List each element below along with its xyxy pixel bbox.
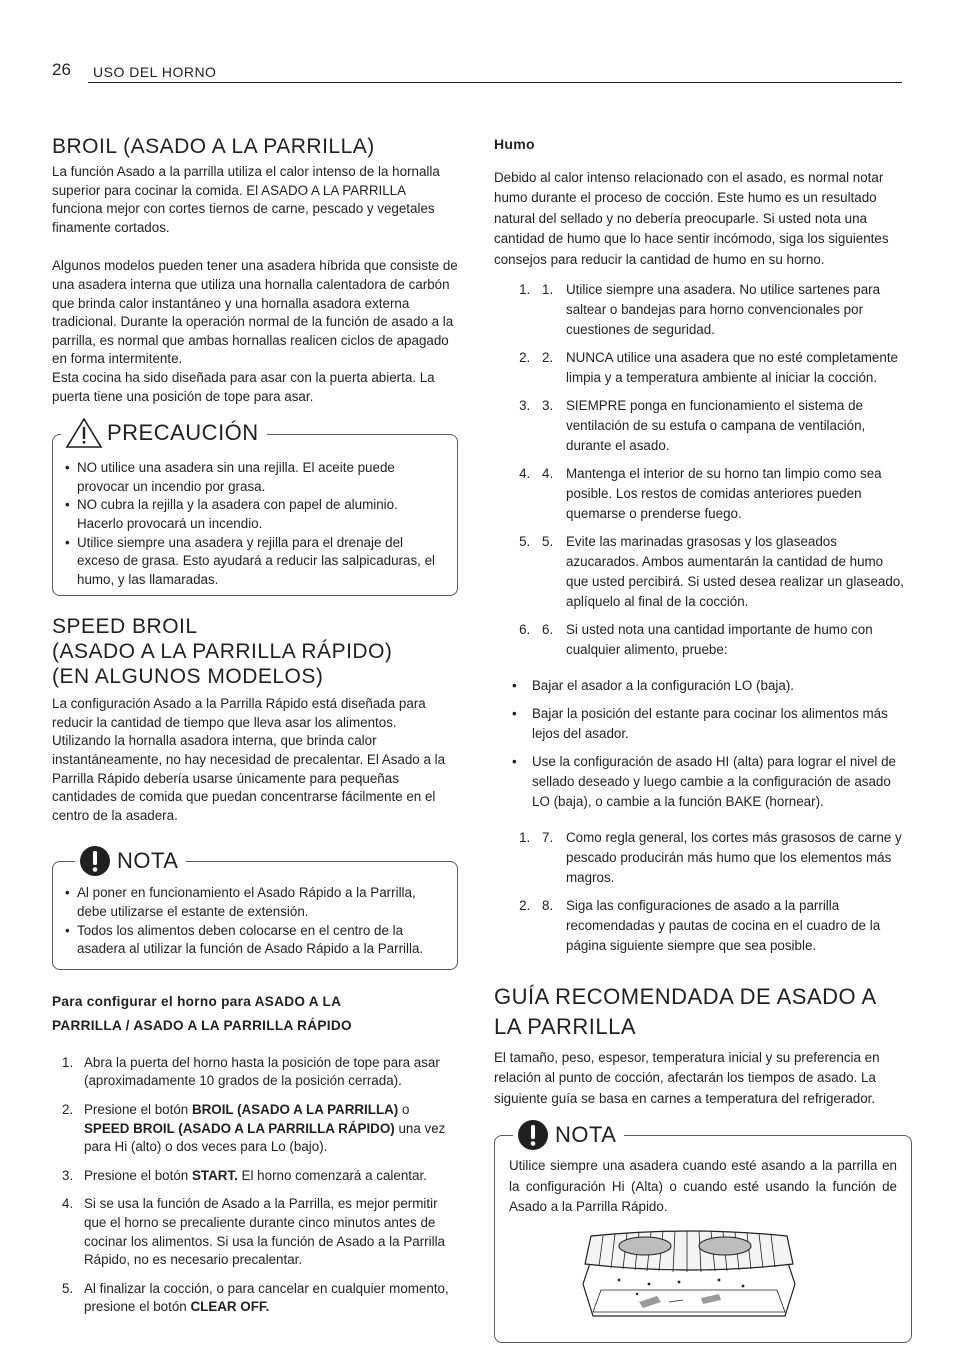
- broil-paragraph-2: Algunos modelos pueden tener una asadera híbrida que consiste de una asadera interna que utiliza una hornalla calentadora de carbón que brinda calor instantáneo y una hornalla asadora externa tradicional. Durante la operación normal de la función de asado a la parrilla, es normal que ambas hornallas realicen ciclos de apagado en forma intermitente.: [52, 258, 458, 367]
- exclamation-circle-icon: [79, 845, 111, 877]
- list-item: • Bajar la posición del estante para cocinar los alimentos más lejos del asador.: [494, 704, 908, 744]
- configure-heading: [52, 990, 458, 1038]
- list-item: 6. 6. Si usted nota una cantidad importante de humo con cualquier alimento, pruebe:: [534, 620, 908, 660]
- smoke-intro: Debido al calor intenso relacionado con el asado, es normal notar humo durante el proceso de cocción. Este humo es un resultado natural del sellado y no debería preocuparle. Si usted nota una cantidad de humo que lo hace sentir incómodo, siga los siguientes consejos para reducir la cantidad de humo en su horno.: [494, 170, 889, 267]
- list-item: • Use la configuración de asado HI (alta) para lograr el nivel de sellado deseado y luego cambie a la configuración de asado LO (baja), o cambie a la función BAKE (hornear).: [494, 752, 908, 812]
- list-item: • Bajar el asador a la configuración LO (baja).: [494, 676, 908, 696]
- list-item: • NO utilice una asadera sin una rejilla. El aceite puede provocar un incendio por grasa.: [63, 459, 447, 496]
- list-item: 5. 5. Evite las marinadas grasosas y los glaseados azucarados. Ambos aumentarán la cantidad de humo que usted percibirá. Si usted desea realizar un glaseado, aplíquelo al final de la cocción.: [534, 532, 908, 612]
- note-header-2: [513, 1119, 624, 1151]
- caution-header: [61, 417, 267, 449]
- caution-title: PRECAUCIÓN: [107, 420, 259, 446]
- speed-broil-title-line-1: SPEED BROIL: [52, 615, 198, 639]
- speed-broil-paragraph: La configuración Asado a la Parrilla Rápido está diseñada para reducir la cantidad de tiempo que lleva asar los alimentos. Utilizando la hornalla asadora interna, que brinda calor instantáneamente, no hay necesidad de precalentar. El Asado a la Parrilla Rápido debería usarse únicamente para pequeñas cantidades de comida que puedan concentrarse fácilmente en el centro de la asadera.: [52, 696, 446, 823]
- list-item: • NO cubra la rejilla y la asadera con papel de aluminio. Hacerlo provocará un incendio.: [63, 496, 447, 533]
- configure-heading-line-2: PARRILLA / ASADO A LA PARRILLA RÁPIDO: [52, 1017, 352, 1033]
- list-item: 3. 3. SIEMPRE ponga en funcionamiento el sistema de ventilación de su estufa o campana de ventilación, durante el asado.: [534, 396, 908, 456]
- header-rule: [88, 82, 902, 83]
- broil-pan-illustration: [579, 1224, 799, 1325]
- guide-paragraph: El tamaño, peso, espesor, temperatura inicial y su preferencia en relación al punto de cocción, afectarán los tiempos de asado. La siguiente guía se basa en carnes a temperatura del refrigerador.: [494, 1050, 880, 1106]
- warning-triangle-icon: [65, 417, 103, 449]
- note-title-2: NOTA: [555, 1122, 617, 1148]
- page-number: 26: [52, 60, 71, 79]
- configure-steps: [52, 1054, 458, 1317]
- guide-title-line-2: LA PARRILLA: [494, 1014, 637, 1040]
- note-title-1: NOTA: [117, 848, 179, 874]
- configure-heading-line-1: Para configurar el horno para ASADO A LA: [52, 993, 342, 1009]
- speed-broil-title: [52, 614, 458, 689]
- list-item: • Al poner en funcionamiento el Asado Rápido a la Parrilla, debe utilizarse el estante de extensión.: [63, 884, 447, 921]
- caution-list: [63, 459, 447, 589]
- note-header-1: [75, 845, 186, 877]
- list-item: 1. 7. Como regla general, los cortes más grasosos de carne y pescado producirán más humo que los elementos más magros.: [534, 828, 908, 888]
- caution-box: [52, 420, 458, 596]
- broil-paragraph-1: La función Asado a la parrilla utiliza el calor intenso de la hornalla superior para cocinar la comida. El ASADO A LA PARRILLA funciona mejor con cortes tiernos de carne, pescado y vegetales finamente cortados.: [52, 164, 440, 235]
- broil-paragraph-3: Esta cocina ha sido diseñada para asar con la puerta abierta. La puerta tiene una posición de tope para asar.: [52, 369, 435, 404]
- note-box-1: [52, 848, 458, 969]
- list-item: • Utilice siempre una asadera y rejilla para el drenaje del exceso de grasa. Esto ayudará a reducir las salpicaduras, el humo, y las llamaradas.: [63, 534, 447, 590]
- list-item: 2. 8. Siga las configuraciones de asado a la parrilla recomendadas y pautas de cocina en el cuadro de la página siguiente siempre que sea posible.: [534, 896, 908, 956]
- list-item: • Todos los alimentos deben colocarse en el centro de la asadera al utilizar la función de Asado Rápido a la Parrilla.: [63, 922, 447, 959]
- right-column: [494, 132, 908, 1343]
- smoke-tips: [494, 280, 908, 660]
- speed-broil-title-line-3: (EN ALGUNOS MODELOS): [52, 665, 324, 689]
- speed-broil-title-line-2: (ASADO A LA PARRILLA RÁPIDO): [52, 640, 393, 664]
- list-item: 2. Presione el botón BROIL (ASADO A LA PARRILLA) o SPEED BROIL (ASADO A LA PARRILLA RÁPIDO) una vez para Hi (alto) o dos veces para Lo (bajo).: [62, 1102, 446, 1155]
- list-item: 1. 1. Utilice siempre una asadera. No utilice sartenes para saltear o bandejas para horno convencionales por cuestiones de seguridad.: [534, 280, 908, 340]
- note-box-2: [494, 1122, 912, 1343]
- smoke-heading: Humo: [494, 136, 535, 152]
- exclamation-circle-icon: [517, 1119, 549, 1151]
- list-item: 1. Abra la puerta del horno hasta la posición de tope para asar (aproximadamente 10 grados de la posición cerrada).: [62, 1054, 440, 1089]
- list-item: 2. 2. NUNCA utilice una asadera que no esté completamente limpia y a temperatura ambiente al iniciar la cocción.: [534, 348, 908, 388]
- list-item: 4. Si se usa la función de Asado a la Parrilla, es mejor permitir que el horno se precaliente durante cinco minutos antes de cocinar los alimentos. Si usa la función de Asado a la Parrilla Rápido, no es necesario precalentar.: [62, 1196, 445, 1268]
- smoke-tips-continued: [494, 828, 908, 956]
- list-item: 5. Al finalizar la cocción, o para cancelar en cualquier momento, presione el botón CLEAR OFF.: [62, 1280, 449, 1315]
- left-column: [52, 132, 458, 1317]
- broil-title: BROIL (ASADO A LA PARRILLA): [52, 135, 375, 158]
- note-text-2: Utilice siempre una asadera cuando esté asando a la parrilla en la configuración Hi (Alta) o cuando esté usando la función de Asado a la Parrilla Rápido.: [509, 1158, 897, 1215]
- guide-title: [494, 982, 908, 1042]
- note-list-1: [63, 884, 447, 958]
- section-label: USO DEL HORNO: [93, 64, 217, 80]
- list-item: 3. Presione el botón START. El horno comenzará a calentar.: [62, 1167, 427, 1183]
- list-item: 4. 4. Mantenga el interior de su horno tan limpio como sea posible. Los restos de comidas anteriores pueden quemarse o prenderse fuego.: [534, 464, 908, 524]
- guide-title-line-1: GUÍA RECOMENDADA DE ASADO A: [494, 984, 877, 1010]
- smoke-sub-tips: [494, 676, 908, 812]
